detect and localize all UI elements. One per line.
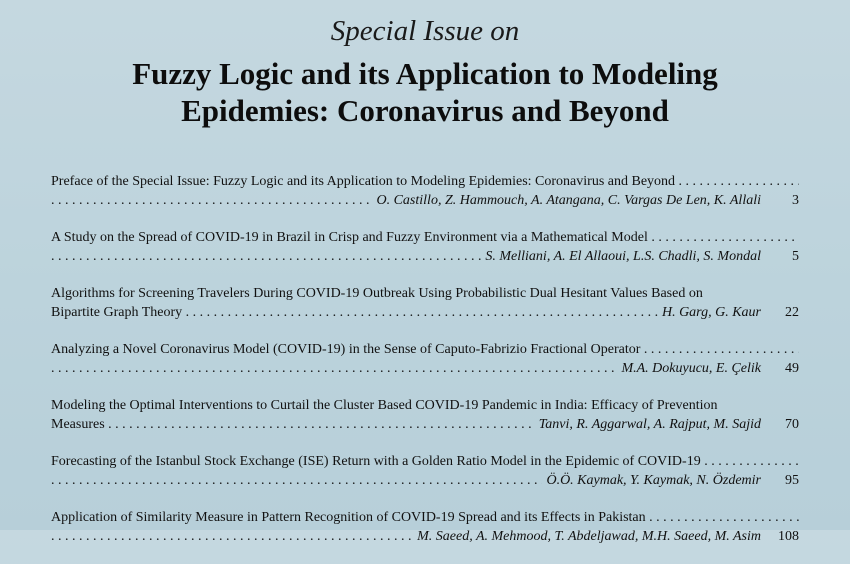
toc-entry-page[interactable]: 108 <box>778 529 799 544</box>
toc-entry-title[interactable]: Modeling the Optimal Interventions to Curtail the Cluster Based COVID-19 Pandemic in India: Efficacy of Prevention <box>51 398 718 413</box>
toc-entry[interactable] <box>51 396 799 434</box>
toc-entry-authors: H. Garg, G. Kaur <box>661 305 761 320</box>
dot-leader <box>51 415 535 434</box>
toc-entry-title-cont[interactable]: Bipartite Graph Theory <box>51 305 183 320</box>
dot-leader <box>51 191 372 210</box>
toc-entry-page[interactable]: 3 <box>792 193 799 208</box>
issue-subtitle: Special Issue on <box>330 15 520 47</box>
dot-leader <box>51 471 542 490</box>
toc-entry[interactable] <box>51 508 799 546</box>
toc-entry-title[interactable]: Algorithms for Screening Travelers During COVID-19 Outbreak Using Probabilistic Dual Hesitant Values Based on <box>51 286 703 301</box>
issue-title-line-1: Fuzzy Logic and its Application to Modeling <box>132 56 718 91</box>
toc-entry-page[interactable]: 49 <box>785 361 799 376</box>
issue-title <box>0 55 850 129</box>
toc-entry[interactable] <box>51 228 799 266</box>
toc-entry-title[interactable]: Application of Similarity Measure in Pattern Recognition of COVID-19 Spread and its Effects in Pakistan . . . <box>51 508 799 527</box>
toc-entry-title[interactable]: Preface of the Special Issue: Fuzzy Logic and its Application to Modeling Epidemies: Coronavirus and Beyond . . . <box>51 172 799 191</box>
dot-leader <box>51 303 658 322</box>
dot-leader <box>51 359 617 378</box>
toc-entry[interactable] <box>51 284 799 322</box>
toc-entry-authors: Ö.Ö. Kaymak, Y. Kaymak, N. Özdemir <box>546 473 761 488</box>
toc-entry-preface[interactable] <box>51 172 799 210</box>
toc-entry-title[interactable]: Forecasting of the Istanbul Stock Exchange (ISE) Return with a Golden Ratio Model in the Epidemic of COVID-19 . . . <box>51 452 799 471</box>
toc-entry-authors: M.A. Dokuyucu, E. Çelik <box>621 361 761 376</box>
issue-title-line-2: Epidemies: Coronavirus and Beyond <box>181 93 669 128</box>
toc-entry-page[interactable]: 70 <box>785 417 799 432</box>
toc-entry-authors: M. Saeed, A. Mehmood, T. Abdeljawad, M.H. Saeed, M. Asim <box>417 529 761 544</box>
toc-entry-authors: Tanvi, R. Aggarwal, A. Rajput, M. Sajid <box>538 417 761 432</box>
table-of-contents <box>51 172 799 564</box>
toc-entry-title[interactable]: Analyzing a Novel Coronavirus Model (COVID-19) in the Sense of Caputo-Fabrizio Fractional Operator . . . <box>51 340 799 359</box>
toc-entry[interactable] <box>51 452 799 490</box>
dot-leader <box>51 247 481 266</box>
toc-entry-page[interactable]: 95 <box>785 473 799 488</box>
toc-entry-title[interactable]: A Study on the Spread of COVID-19 in Brazil in Crisp and Fuzzy Environment via a Mathematical Model . . . <box>51 228 799 247</box>
toc-entry-authors: S. Melliani, A. El Allaoui, L.S. Chadli, S. Mondal <box>485 249 761 264</box>
toc-entry-page[interactable]: 22 <box>785 305 799 320</box>
toc-entry-page[interactable]: 5 <box>792 249 799 264</box>
toc-entry[interactable] <box>51 340 799 378</box>
toc-entry-title-cont[interactable]: Measures <box>51 417 105 432</box>
toc-entry-authors: O. Castillo, Z. Hammouch, A. Atangana, C. Vargas De Len, K. Allali <box>376 193 761 208</box>
